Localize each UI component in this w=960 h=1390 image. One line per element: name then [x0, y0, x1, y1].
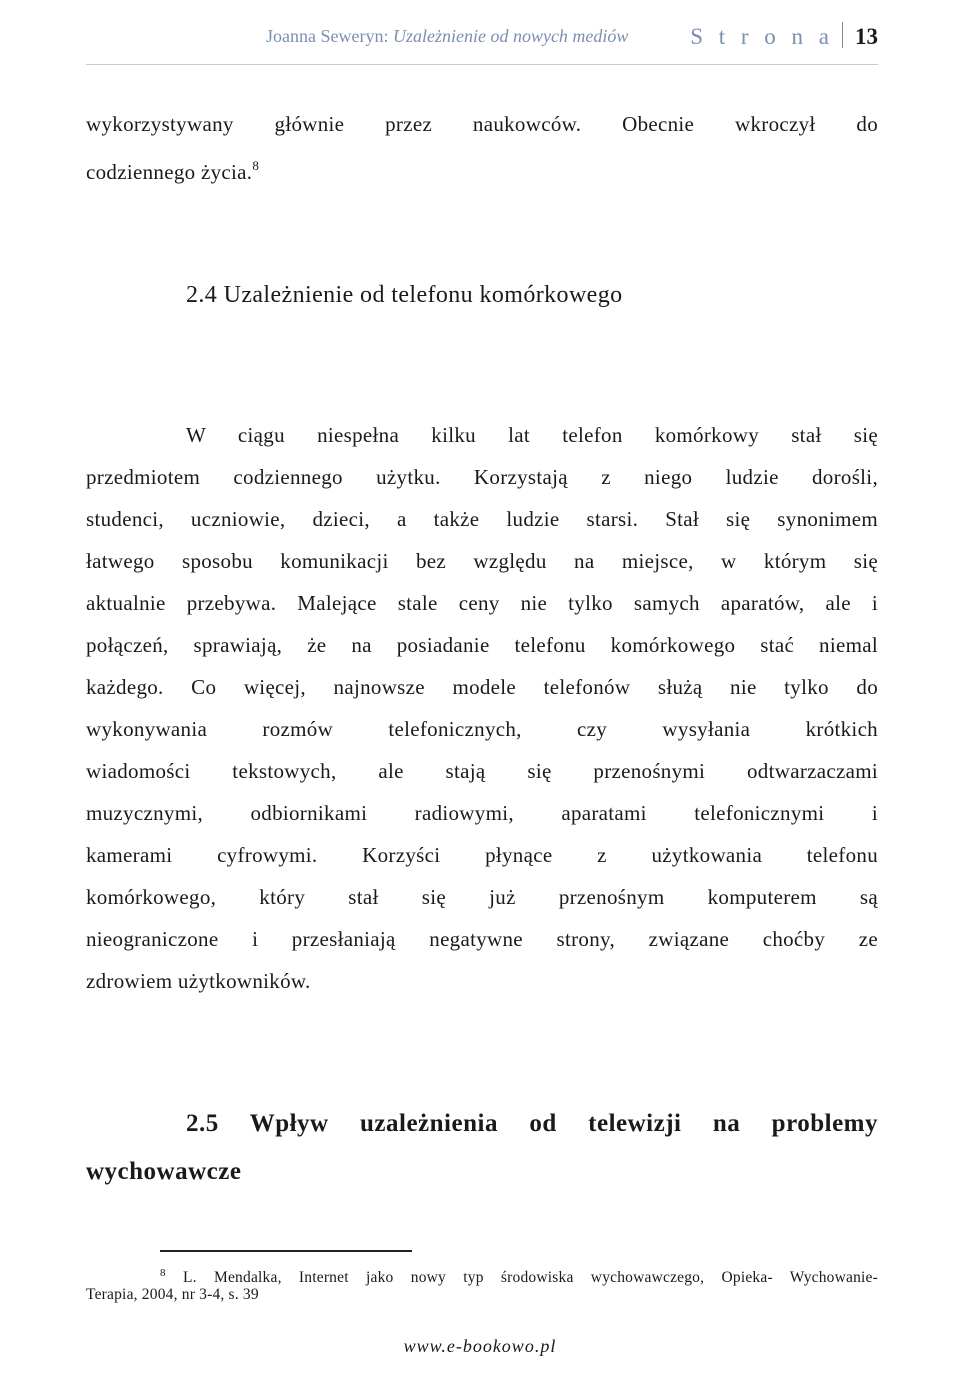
paragraph-line: każdego. Co więcej, najnowsze modele telefonów służą nie tylko do: [86, 675, 878, 699]
paragraph-line: nieograniczone i przesłaniają negatywne strony, związane choćby ze: [86, 927, 878, 951]
section-heading-2-4: 2.4 Uzależnienie od telefonu komórkowego: [186, 282, 623, 308]
footnote-ref: 8: [252, 158, 260, 173]
header-author: Joanna Seweryn:: [266, 26, 389, 46]
footnote-line: [86, 1262, 878, 1284]
paragraph-line: wykonywania rozmów telefonicznych, czy wysyłania krótkich: [86, 717, 878, 741]
footnote: [86, 1262, 878, 1306]
header-page-word: S t r o n a: [690, 24, 834, 49]
paragraph-line: komórkowego, który stał się już przenośnym komputerem są: [86, 885, 878, 909]
footnote-separator: [160, 1250, 412, 1252]
intro-line-text: codziennego życia.: [86, 160, 253, 184]
paragraph-line: łatwego sposobu komunikacji bez względu na miejsce, w którym się: [86, 549, 878, 573]
heading-line: wychowawcze: [86, 1158, 242, 1185]
intro-paragraph: [86, 103, 878, 187]
intro-line: wykorzystywany głównie przez naukowców. Obecnie wkroczył do: [86, 112, 878, 136]
page-number: 13: [855, 24, 878, 49]
paragraph-line: przedmiotem codziennego użytku. Korzystają z niego ludzie dorośli,: [86, 465, 878, 489]
footnote-text: L. Mendalka, Internet jako nowy typ środowiska wychowawczego, Opieka- Wychowanie-: [182, 1269, 878, 1286]
header-author-title: [266, 26, 628, 47]
footer-url: www.e-bookowo.pl: [403, 1336, 557, 1356]
header-rule: [86, 64, 878, 65]
footnote-number: 8: [160, 1267, 166, 1279]
header-separator: [842, 22, 843, 48]
paragraph-line: studenci, uczniowie, dzieci, a także ludzie starsi. Stał się synonimem: [86, 507, 878, 531]
paragraph-line: kamerami cyfrowymi. Korzyści płynące z użytkowania telefonu: [86, 843, 878, 867]
paragraph-line: muzycznymi, odbiornikami radiowymi, aparatami telefonicznymi i: [86, 801, 878, 825]
section-2-4-paragraph: [86, 414, 878, 1002]
paragraph-line: wiadomości tekstowych, ale stają się przenośnymi odtwarzaczami: [86, 759, 878, 783]
intro-line: [86, 145, 878, 187]
paragraph-line: zdrowiem użytkowników.: [86, 969, 311, 993]
page-header: [86, 22, 878, 56]
header-page-label: [690, 22, 878, 50]
footnote-line: Terapia, 2004, nr 3-4, s. 39: [86, 1286, 259, 1303]
paragraph-line: W ciągu niespełna kilku lat telefon komórkowy stał się: [186, 423, 878, 447]
section-heading-2-5: [86, 1100, 878, 1196]
header-book-title: Uzależnienie od nowych mediów: [392, 26, 629, 46]
paragraph-line: połączeń, sprawiają, że na posiadanie telefonu komórkowego stać niemal: [86, 633, 878, 657]
heading-line: 2.5 Wpływ uzależnienia od telewizji na problemy: [186, 1110, 878, 1137]
paragraph-line: aktualnie przebywa. Malejące stale ceny nie tylko samych aparatów, ale i: [86, 591, 878, 615]
